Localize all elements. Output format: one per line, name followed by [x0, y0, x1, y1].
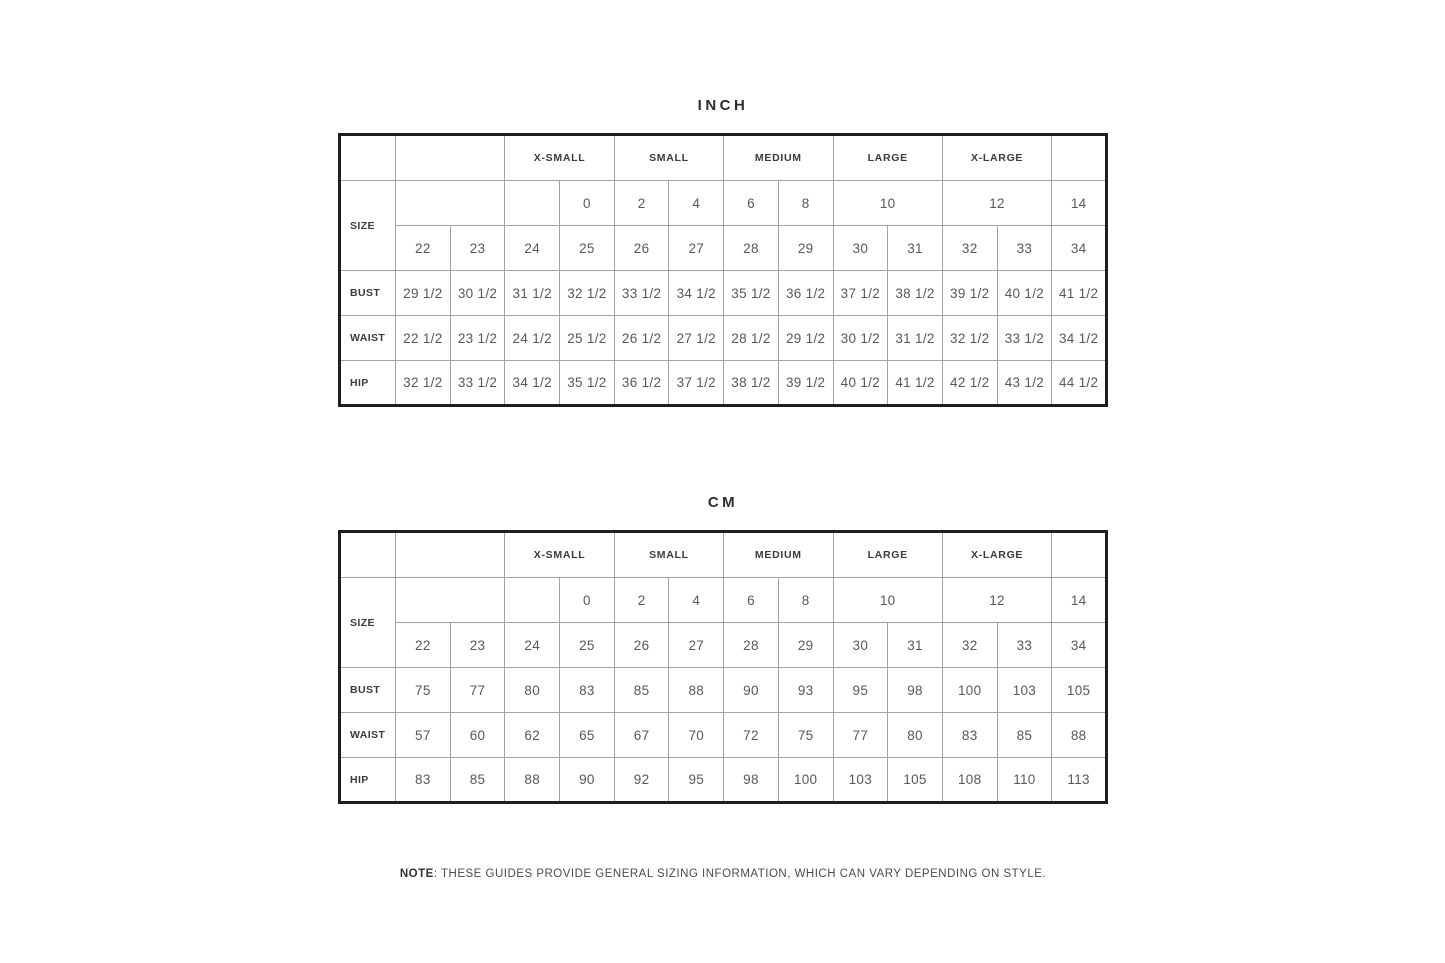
measurement-value-cell: 35 1/2	[724, 271, 779, 316]
measurement-value-cell: 90	[560, 758, 615, 803]
measurement-row-waist	[340, 316, 1107, 361]
measurement-value-cell: 98	[888, 668, 943, 713]
measurement-value-cell: 40 1/2	[997, 271, 1052, 316]
measurement-value-cell: 22 1/2	[396, 316, 451, 361]
band-size-cell: 26	[614, 226, 669, 271]
measurement-value-cell: 83	[560, 668, 615, 713]
category-header-row	[340, 532, 1107, 578]
empty-header-cell	[396, 135, 505, 181]
band-size-cell: 34	[1052, 226, 1107, 271]
category-header-large: LARGE	[833, 532, 942, 578]
measurement-label-cell: BUST	[340, 271, 396, 316]
measurement-value-cell: 36 1/2	[614, 361, 669, 406]
band-size-cell: 32	[942, 226, 997, 271]
us-size-cell: 6	[724, 181, 779, 226]
measurement-value-cell: 80	[505, 668, 560, 713]
band-size-cell: 32	[942, 623, 997, 668]
measurement-value-cell: 95	[833, 668, 888, 713]
size-label-cell: SIZE	[340, 578, 396, 668]
corner-cell	[340, 135, 396, 181]
measurement-value-cell: 31 1/2	[505, 271, 560, 316]
band-size-cell: 34	[1052, 623, 1107, 668]
measurement-value-cell: 103	[833, 758, 888, 803]
measurement-value-cell: 90	[724, 668, 779, 713]
measurement-value-cell: 32 1/2	[396, 361, 451, 406]
category-header-medium: MEDIUM	[724, 135, 833, 181]
empty-size-cell	[396, 181, 505, 226]
measurement-value-cell: 34 1/2	[1052, 316, 1107, 361]
band-size-cell: 31	[888, 623, 943, 668]
cm-table-title: CM	[707, 494, 739, 511]
measurement-value-cell: 30 1/2	[450, 271, 505, 316]
empty-header-cell	[1052, 532, 1107, 578]
measurement-value-cell: 93	[778, 668, 833, 713]
measurement-label-cell: BUST	[340, 668, 396, 713]
band-size-cell: 29	[778, 226, 833, 271]
us-size-cell: 4	[669, 181, 724, 226]
measurement-value-cell: 77	[450, 668, 505, 713]
empty-size-cell	[396, 578, 505, 623]
measurement-value-cell: 34 1/2	[505, 361, 560, 406]
measurement-row-hip	[340, 758, 1107, 803]
band-size-row	[340, 623, 1107, 668]
measurement-value-cell: 28 1/2	[724, 316, 779, 361]
band-size-cell: 33	[997, 623, 1052, 668]
measurement-value-cell: 43 1/2	[997, 361, 1052, 406]
band-size-cell: 27	[669, 226, 724, 271]
measurement-value-cell: 95	[669, 758, 724, 803]
category-header-row	[340, 135, 1107, 181]
measurement-value-cell: 75	[778, 713, 833, 758]
note-text: : THESE GUIDES PROVIDE GENERAL SIZING INFORMATION, WHICH CAN VARY DEPENDING ON STYLE.	[433, 868, 1047, 880]
measurement-value-cell: 37 1/2	[833, 271, 888, 316]
category-header-small: SMALL	[614, 532, 723, 578]
inch-table-title: INCH	[697, 97, 749, 114]
band-size-cell: 24	[505, 226, 560, 271]
measurement-value-cell: 38 1/2	[888, 271, 943, 316]
measurement-value-cell: 42 1/2	[942, 361, 997, 406]
size-label-cell: SIZE	[340, 181, 396, 271]
measurement-value-cell: 110	[997, 758, 1052, 803]
inch-size-table	[338, 133, 1108, 407]
measurement-value-cell: 103	[997, 668, 1052, 713]
band-size-cell: 22	[396, 623, 451, 668]
category-header-small: SMALL	[614, 135, 723, 181]
note-label: NOTE	[399, 868, 434, 880]
measurement-value-cell: 88	[505, 758, 560, 803]
measurement-value-cell: 105	[888, 758, 943, 803]
measurement-value-cell: 29 1/2	[778, 316, 833, 361]
measurement-value-cell: 83	[942, 713, 997, 758]
measurement-value-cell: 77	[833, 713, 888, 758]
measurement-value-cell: 70	[669, 713, 724, 758]
sizing-note	[238, 868, 1208, 880]
category-header-x-small: X-SMALL	[505, 135, 614, 181]
measurement-value-cell: 30 1/2	[833, 316, 888, 361]
band-size-cell: 29	[778, 623, 833, 668]
band-size-cell: 28	[724, 623, 779, 668]
band-size-row	[340, 226, 1107, 271]
measurement-value-cell: 62	[505, 713, 560, 758]
corner-cell	[340, 532, 396, 578]
measurement-value-cell: 88	[1052, 713, 1107, 758]
us-size-cell: 8	[778, 578, 833, 623]
us-size-row	[340, 181, 1107, 226]
measurement-value-cell: 36 1/2	[778, 271, 833, 316]
band-size-cell: 25	[560, 226, 615, 271]
us-size-cell: 2	[614, 181, 669, 226]
measurement-value-cell: 32 1/2	[942, 316, 997, 361]
us-size-cell: 14	[1052, 578, 1107, 623]
category-header-medium: MEDIUM	[724, 532, 833, 578]
measurement-value-cell: 31 1/2	[888, 316, 943, 361]
measurement-value-cell: 27 1/2	[669, 316, 724, 361]
measurement-value-cell: 88	[669, 668, 724, 713]
measurement-value-cell: 75	[396, 668, 451, 713]
category-header-x-small: X-SMALL	[505, 532, 614, 578]
measurement-value-cell: 38 1/2	[724, 361, 779, 406]
category-header-x-large: X-LARGE	[942, 135, 1051, 181]
measurement-row-waist	[340, 713, 1107, 758]
measurement-value-cell: 24 1/2	[505, 316, 560, 361]
band-size-cell: 31	[888, 226, 943, 271]
measurement-value-cell: 23 1/2	[450, 316, 505, 361]
measurement-value-cell: 40 1/2	[833, 361, 888, 406]
measurement-value-cell: 80	[888, 713, 943, 758]
measurement-value-cell: 60	[450, 713, 505, 758]
measurement-value-cell: 33 1/2	[997, 316, 1052, 361]
measurement-value-cell: 92	[614, 758, 669, 803]
measurement-value-cell: 41 1/2	[888, 361, 943, 406]
band-size-cell: 25	[560, 623, 615, 668]
us-size-cell: 10	[833, 578, 942, 623]
measurement-value-cell: 100	[778, 758, 833, 803]
measurement-value-cell: 105	[1052, 668, 1107, 713]
measurement-value-cell: 85	[614, 668, 669, 713]
measurement-value-cell: 83	[396, 758, 451, 803]
measurement-value-cell: 108	[942, 758, 997, 803]
empty-header-cell	[396, 532, 505, 578]
measurement-value-cell: 44 1/2	[1052, 361, 1107, 406]
measurement-value-cell: 72	[724, 713, 779, 758]
empty-size-cell	[505, 578, 560, 623]
band-size-cell: 22	[396, 226, 451, 271]
measurement-row-bust	[340, 668, 1107, 713]
measurement-value-cell: 65	[560, 713, 615, 758]
measurement-value-cell: 25 1/2	[560, 316, 615, 361]
measurement-row-bust	[340, 271, 1107, 316]
category-header-x-large: X-LARGE	[942, 532, 1051, 578]
measurement-value-cell: 29 1/2	[396, 271, 451, 316]
us-size-cell: 14	[1052, 181, 1107, 226]
measurement-value-cell: 37 1/2	[669, 361, 724, 406]
band-size-cell: 28	[724, 226, 779, 271]
measurement-label-cell: HIP	[340, 758, 396, 803]
measurement-value-cell: 35 1/2	[560, 361, 615, 406]
us-size-cell: 2	[614, 578, 669, 623]
us-size-cell: 0	[560, 181, 615, 226]
measurement-value-cell: 100	[942, 668, 997, 713]
measurement-value-cell: 85	[450, 758, 505, 803]
cm-size-table	[338, 530, 1108, 804]
band-size-cell: 33	[997, 226, 1052, 271]
measurement-value-cell: 33 1/2	[614, 271, 669, 316]
empty-header-cell	[1052, 135, 1107, 181]
us-size-row	[340, 578, 1107, 623]
measurement-value-cell: 39 1/2	[778, 361, 833, 406]
band-size-cell: 24	[505, 623, 560, 668]
measurement-value-cell: 85	[997, 713, 1052, 758]
measurement-value-cell: 26 1/2	[614, 316, 669, 361]
us-size-cell: 10	[833, 181, 942, 226]
measurement-value-cell: 57	[396, 713, 451, 758]
us-size-cell: 6	[724, 578, 779, 623]
measurement-value-cell: 32 1/2	[560, 271, 615, 316]
measurement-label-cell: WAIST	[340, 316, 396, 361]
band-size-cell: 23	[450, 623, 505, 668]
measurement-row-hip	[340, 361, 1107, 406]
empty-size-cell	[505, 181, 560, 226]
measurement-value-cell: 33 1/2	[450, 361, 505, 406]
measurement-value-cell: 34 1/2	[669, 271, 724, 316]
measurement-value-cell: 98	[724, 758, 779, 803]
measurement-value-cell: 113	[1052, 758, 1107, 803]
measurement-label-cell: WAIST	[340, 713, 396, 758]
category-header-large: LARGE	[833, 135, 942, 181]
us-size-cell: 8	[778, 181, 833, 226]
measurement-value-cell: 41 1/2	[1052, 271, 1107, 316]
measurement-value-cell: 39 1/2	[942, 271, 997, 316]
us-size-cell: 4	[669, 578, 724, 623]
band-size-cell: 30	[833, 623, 888, 668]
band-size-cell: 30	[833, 226, 888, 271]
us-size-cell: 12	[942, 181, 1051, 226]
us-size-cell: 0	[560, 578, 615, 623]
measurement-label-cell: HIP	[340, 361, 396, 406]
band-size-cell: 23	[450, 226, 505, 271]
us-size-cell: 12	[942, 578, 1051, 623]
band-size-cell: 27	[669, 623, 724, 668]
measurement-value-cell: 67	[614, 713, 669, 758]
band-size-cell: 26	[614, 623, 669, 668]
